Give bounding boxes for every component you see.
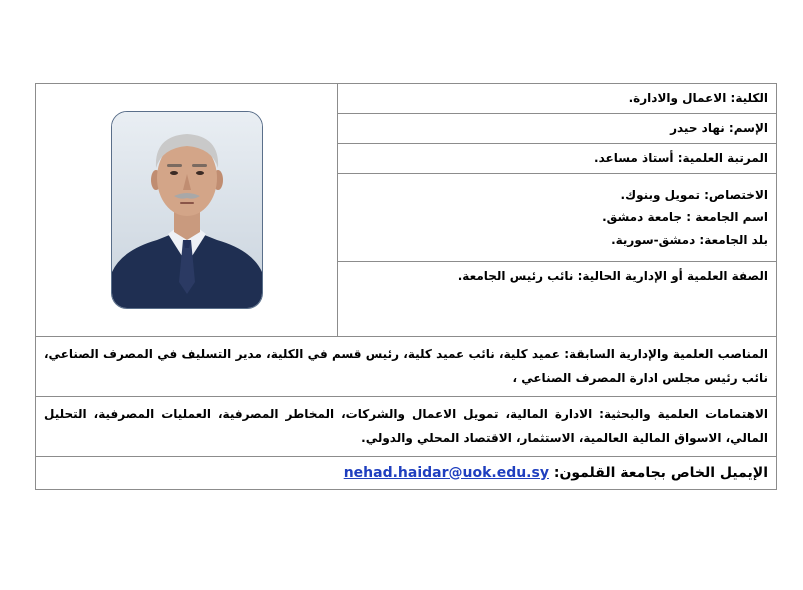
photo-cell — [36, 84, 338, 337]
university-country-field: بلد الجامعة: دمشق-سورية. — [611, 232, 768, 247]
specialty-field: الاختصاص: تمويل وبنوك. — [620, 188, 768, 203]
interests-field: الاهتمامات العلمية والبحثية: الادارة المالية، تمويل الاعمال والشركات، المخاطر المصرفية، العمليات المصرفية، التحليل المالي، الاسواق المالية العالمية، الاستثمار، الاقتصاد المحلي والدولي. — [36, 397, 777, 457]
previous-positions-field: المناصب العلمية والإدارية السابقة: عميد كلية، نائب عميد كلية، رئيس قسم في الكلية، مدير التسليف في المصرف الصناعي، نائب رئيس مجلس ادارة المصرف الصناعي ، — [36, 337, 777, 397]
education-block — [338, 174, 777, 262]
current-position-field: الصفة العلمية أو الإدارية الحالية: نائب رئيس الجامعة. — [338, 262, 777, 337]
rank-field: المرتبة العلمية: أستاذ مساعد. — [338, 144, 777, 174]
email-link[interactable]: nehad.haidar@uok.edu.sy — [343, 464, 549, 481]
email-row — [36, 457, 777, 490]
profile-photo — [111, 111, 263, 309]
name-field: الإسم: نهاد حيدر — [338, 114, 777, 144]
university-field: اسم الجامعة : جامعة دمشق. — [602, 210, 768, 225]
email-label: الإيميل الخاص بجامعة القلمون: — [553, 464, 768, 481]
faculty-field: الكلية: الاعمال والادارة. — [338, 84, 777, 114]
profile-table — [35, 83, 777, 490]
